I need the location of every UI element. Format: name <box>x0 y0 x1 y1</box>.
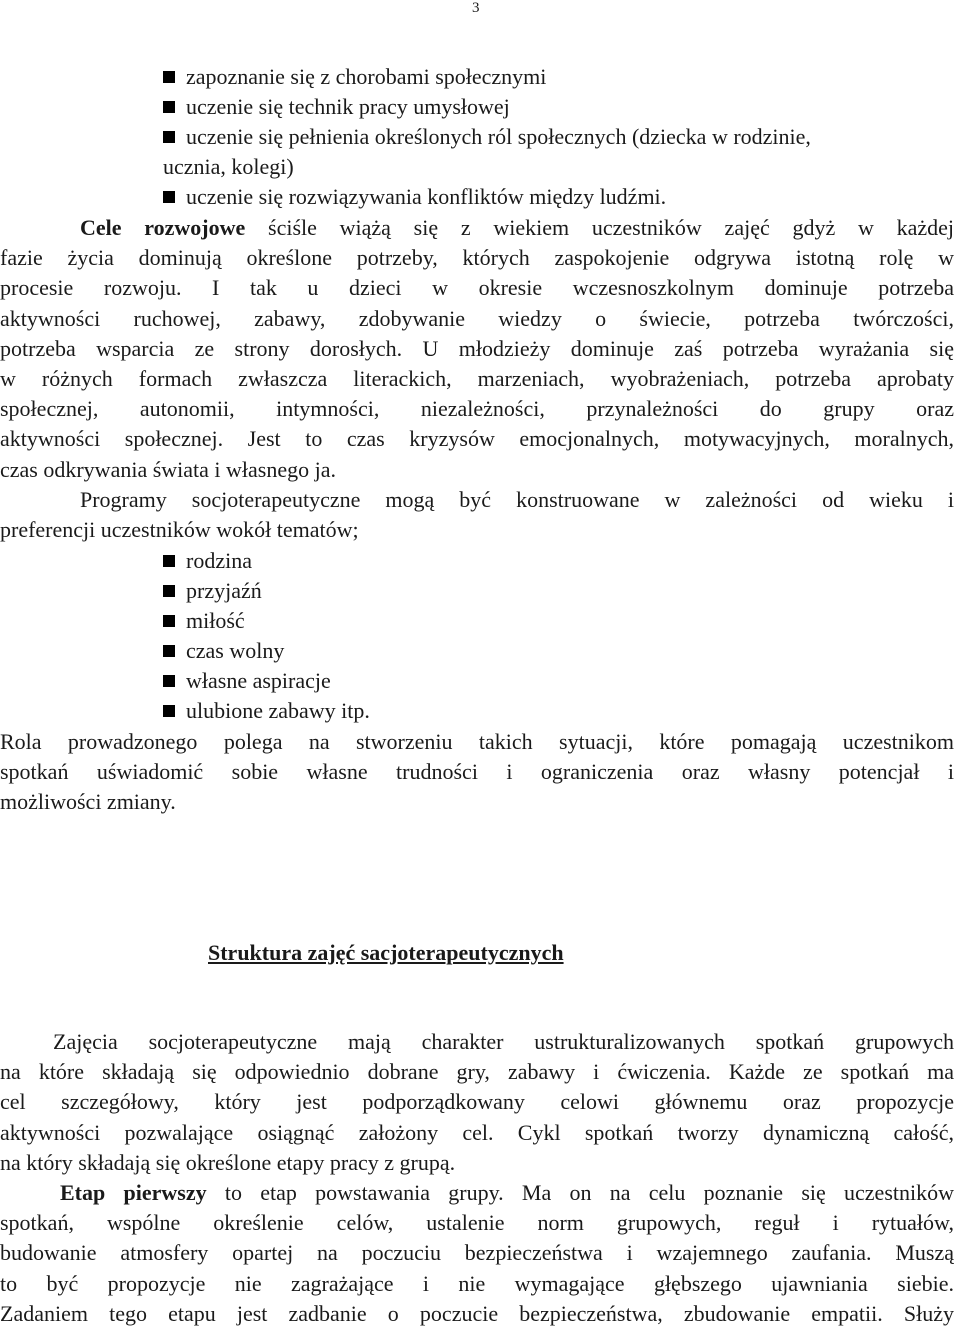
paragraph-line: Cele rozwojowe ściśle wiążą się z wiekiem uczestników zajęć gdyż w każdej <box>80 215 954 240</box>
square-bullet-icon <box>163 645 175 657</box>
topics-bullet-list <box>0 546 960 726</box>
list-item-text: miłość <box>186 608 245 633</box>
paragraph-line: na które składają się odpowiednio dobrane gry, zabawy i ćwiczenia. Każde ze spotkań ma <box>0 1059 954 1085</box>
list-item-text: przyjaźń <box>186 578 262 603</box>
paragraph-line: cel szczegółowy, który jest podporządkowany celowi głównemu oraz propozycje <box>0 1089 954 1115</box>
paragraph-line: spotkań, wspólne określenie celów, ustalenie norm grupowych, reguł i rytuałów, <box>0 1210 954 1236</box>
list-item <box>0 696 960 726</box>
list-item-text: uczenie się rozwiązywania konfliktów między ludźmi. <box>186 184 667 209</box>
paragraph-line: na który składają się określone etapy pracy z grupą. <box>0 1149 456 1175</box>
bold-lead: Etap pierwszy <box>60 1180 207 1205</box>
paragraph-line: Zadaniem tego etapu jest zadbanie o poczucie bezpieczeństwa, zbudowanie empatii. Służy <box>0 1300 954 1326</box>
paragraph-programs <box>0 485 954 545</box>
list-item-continuation <box>0 152 960 182</box>
square-bullet-icon <box>163 71 175 83</box>
paragraph-line: aktywności społecznej. Jest to czas kryzysów emocjonalnych, motywacyjnych, moralnych, <box>0 426 954 452</box>
paragraph-line: w różnych formach zwłaszcza literackich, marzeniach, wyobrażeniach, potrzeba aprobaty <box>0 365 954 391</box>
list-item <box>0 666 960 696</box>
square-bullet-icon <box>163 675 175 687</box>
paragraph-line: procesie rozwoju. I tak u dzieci w okresie wczesnoszkolnym dominuje potrzeba <box>0 275 954 301</box>
paragraph-line: aktywności pozwalające osiągnąć założony cel. Cykl spotkań tworzy dynamiczną całość, <box>0 1119 954 1145</box>
paragraph-line: możliwości zmiany. <box>0 789 176 815</box>
paragraph-line: spotkań uświadomić sobie własne trudności i ograniczenia oraz własny potencjał i <box>0 759 954 785</box>
list-item-text: ulubione zabawy itp. <box>186 698 370 723</box>
list-item <box>0 546 960 576</box>
list-item-text: rodzina <box>186 548 252 573</box>
paragraph-line: potrzeba wsparcia ze strony dorosłych. U młodzieży dominuje zaś potrzeba wyrażania się <box>0 335 954 361</box>
square-bullet-icon <box>163 585 175 597</box>
paragraph-line: preferencji uczestników wokół tematów; <box>0 517 359 543</box>
paragraph-line: Rola prowadzonego polega na stworzeniu takich sytuacji, które pomagają uczestnikom <box>0 729 954 754</box>
list-item <box>0 576 960 606</box>
square-bullet-icon <box>163 555 175 567</box>
list-item <box>0 122 960 152</box>
paragraph-first-stage <box>0 1178 954 1329</box>
list-item <box>0 606 960 636</box>
list-item <box>0 62 960 92</box>
paragraph-line: fazie życia dominują określone potrzeby, których zaspokojenie odgrywa istotną rolę w <box>0 245 954 271</box>
paragraph-line: to być propozycje nie zagrażające i nie wymagające głębszego ujawniania siebie. <box>0 1270 954 1296</box>
bold-lead: Cele rozwojowe <box>80 215 246 240</box>
list-item-text: czas wolny <box>186 638 285 663</box>
paragraph-line: czas odkrywania świata i własnego ja. <box>0 456 336 482</box>
paragraph-line: aktywności ruchowej, zabawy, zdobywanie wiedzy o świecie, potrzeba twórczości, <box>0 305 954 331</box>
paragraph-leader-role <box>0 727 954 818</box>
list-item <box>0 92 960 122</box>
paragraph-line: Zajęcia socjoterapeutyczne mają charakter ustrukturalizowanych spotkań grupowych <box>53 1029 954 1054</box>
section-heading: Struktura zajęć sacjoterapeutycznych <box>208 940 564 965</box>
list-item-text: własne aspiracje <box>186 668 331 693</box>
goals-bullet-list <box>0 62 960 212</box>
list-item-text: uczenie się pełnienia określonych ról społecznych (dziecka w rodzinie, <box>186 124 811 149</box>
paragraph-line: społecznej, autonomii, intymności, niezależności, przynależności do grupy oraz <box>0 396 954 422</box>
list-item-text: zapoznanie się z chorobami społecznymi <box>186 64 547 89</box>
square-bullet-icon <box>163 191 175 203</box>
square-bullet-icon <box>163 131 175 143</box>
list-item-text: uczenie się technik pracy umysłowej <box>186 94 510 119</box>
paragraph-session-structure <box>0 1027 954 1178</box>
page-number: 3 <box>472 0 480 16</box>
paragraph-line: budowanie atmosfery opartej na poczuciu bezpieczeństwa i wzajemnego zaufania. Muszą <box>0 1240 954 1266</box>
square-bullet-icon <box>163 615 175 627</box>
square-bullet-icon <box>163 101 175 113</box>
square-bullet-icon <box>163 705 175 717</box>
paragraph-developmental-goals <box>0 213 954 485</box>
list-item <box>0 182 960 212</box>
list-item <box>0 636 960 666</box>
paragraph-line: Etap pierwszy to etap powstawania grupy. Ma on na celu poznanie się uczestników <box>60 1180 954 1205</box>
paragraph-line: Programy socjoterapeutyczne mogą być konstruowane w zależności od wieku i <box>80 487 954 512</box>
list-item-text: ucznia, kolegi) <box>163 154 294 179</box>
